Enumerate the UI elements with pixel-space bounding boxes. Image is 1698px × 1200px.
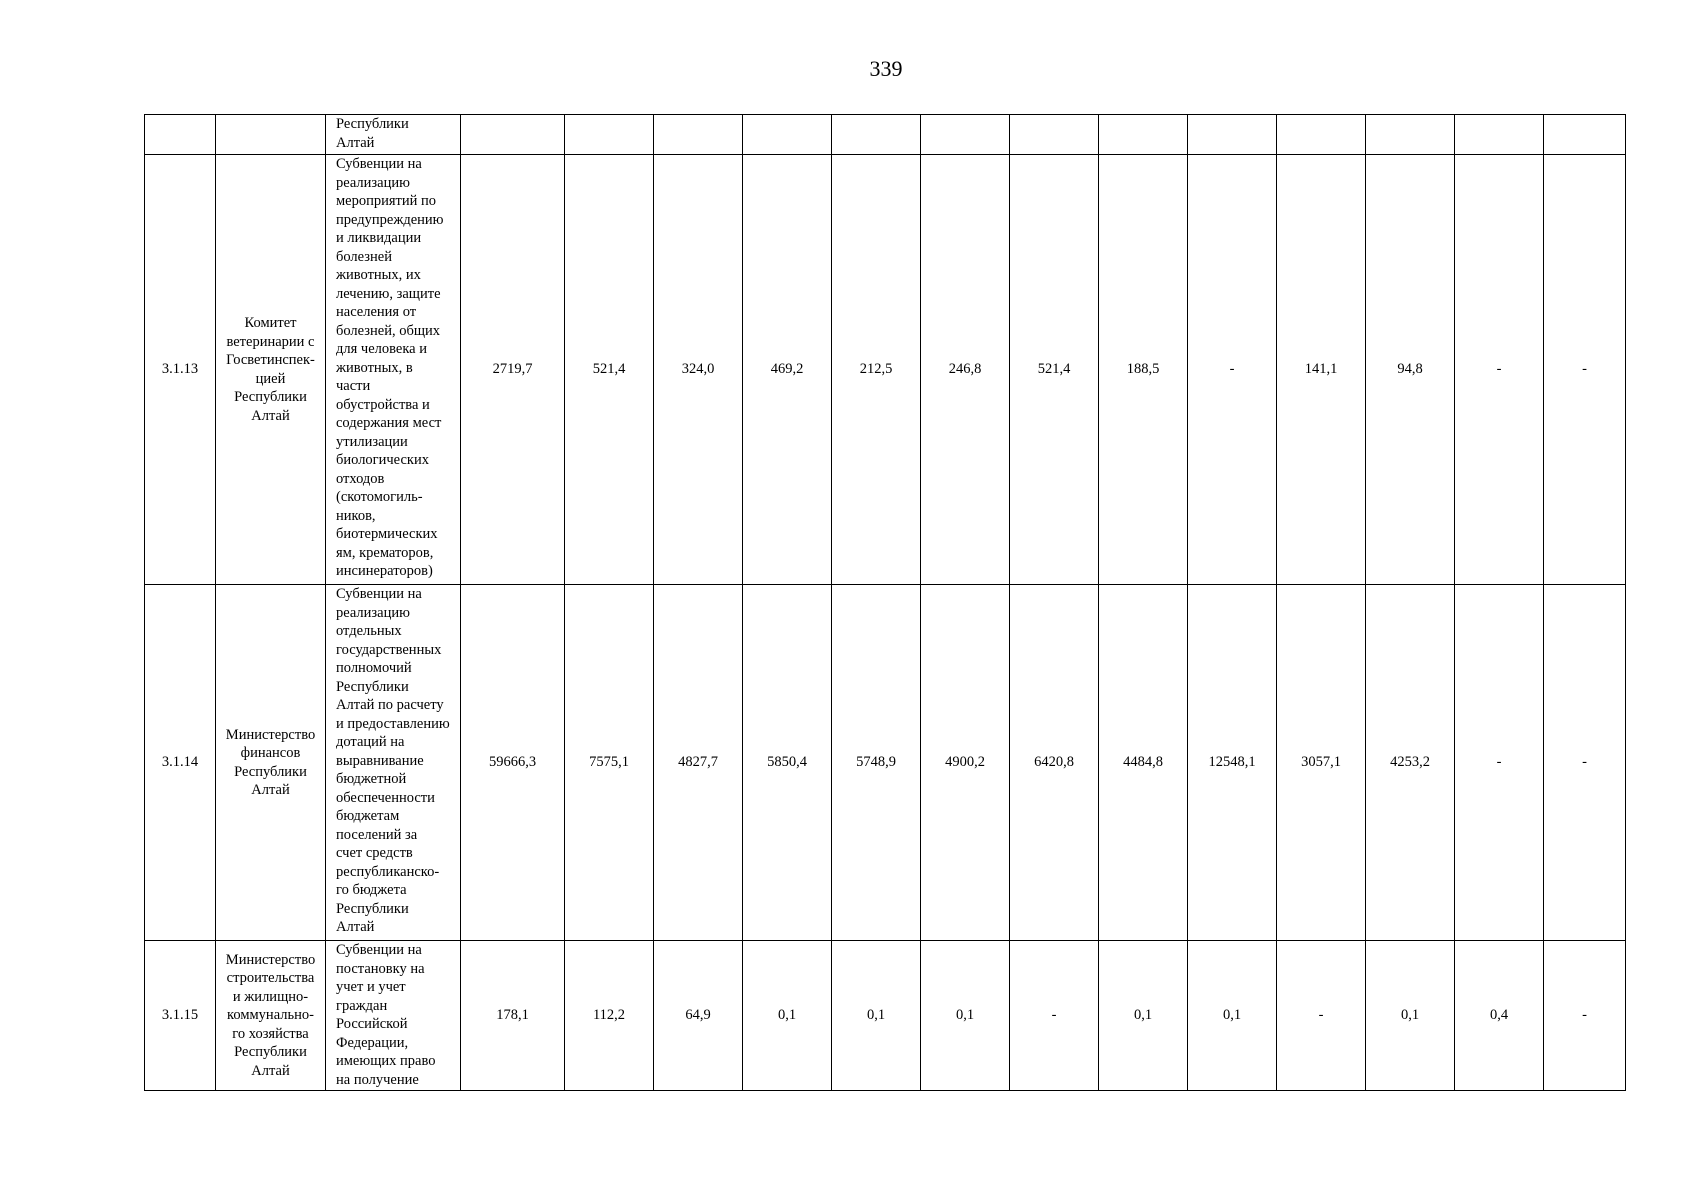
value-cell: - [1277,941,1366,1091]
value-cell: 4484,8 [1099,585,1188,941]
value-cell: 0,1 [832,941,921,1091]
table-row [145,941,1626,1091]
code-cell [145,115,216,155]
value-cell: - [1455,585,1544,941]
value-cell: 0,1 [921,941,1010,1091]
value-cell: 0,1 [1188,941,1277,1091]
table-row [145,585,1626,941]
organization-cell: Комитет ветеринарии с Госветинспек- цией Республики Алтай [216,155,326,585]
value-cell: - [1010,941,1099,1091]
value-cell: 188,5 [1099,155,1188,585]
description-cell: Субвенции на постановку на учет и учет граждан Российской Федерации, имеющих право на получение [326,941,461,1091]
value-cell: 5850,4 [743,585,832,941]
value-cell: 246,8 [921,155,1010,585]
value-cell: 4253,2 [1366,585,1455,941]
organization-cell: Министерство финансов Республики Алтай [216,585,326,941]
value-cell: 7575,1 [565,585,654,941]
value-cell: 521,4 [565,155,654,585]
table-row-continuation [145,115,1626,155]
value-cell: - [1544,155,1626,585]
value-cell: 12548,1 [1188,585,1277,941]
organization-cell [216,115,326,155]
value-cell: - [1544,941,1626,1091]
value-cell: 212,5 [832,155,921,585]
value-cell: 521,4 [1010,155,1099,585]
value-cell: 94,8 [1366,155,1455,585]
code-cell: 3.1.13 [145,155,216,585]
value-cell: - [1544,585,1626,941]
organization-cell: Министерство строительства и жилищно- коммунально- го хозяйства Республики Алтай [216,941,326,1091]
code-cell: 3.1.15 [145,941,216,1091]
page-number: 339 [869,56,903,81]
value-cell: 59666,3 [461,585,565,941]
value-cell: 6420,8 [1010,585,1099,941]
value-cell: - [1188,155,1277,585]
code-cell: 3.1.14 [145,585,216,941]
value-cell: 4827,7 [654,585,743,941]
value-cell: - [1455,155,1544,585]
table-row [145,155,1626,585]
value-cell: 4900,2 [921,585,1010,941]
value-cell: 0,1 [743,941,832,1091]
value-cell: 3057,1 [1277,585,1366,941]
value-cell: 141,1 [1277,155,1366,585]
value-cell: 0,4 [1455,941,1544,1091]
value-cell: 2719,7 [461,155,565,585]
value-cell: 0,1 [1366,941,1455,1091]
budget-table [144,114,1626,1091]
description-cell: Республики Алтай [326,115,461,155]
value-cell: 112,2 [565,941,654,1091]
value-cell: 0,1 [1099,941,1188,1091]
value-cell: 64,9 [654,941,743,1091]
value-cell: 178,1 [461,941,565,1091]
value-cell: 469,2 [743,155,832,585]
value-cell: 5748,9 [832,585,921,941]
description-cell: Субвенции на реализацию мероприятий по предупреждению и ликвидации болезней животных, их лечению, защите населения от болезней, общих для человека и животных, в части обустройства и содержания мест утилизации биологических отходов (скотомогиль- ников, биотермических ям, крематоров, инсинераторов) [326,155,461,585]
value-cell: 324,0 [654,155,743,585]
description-cell: Субвенции на реализацию отдельных государственных полномочий Республики Алтай по расчету и предоставлению дотаций на выравнивание бюджетной обеспеченности бюджетам поселений за счет средств республиканско- го бюджета Республики Алтай [326,585,461,941]
